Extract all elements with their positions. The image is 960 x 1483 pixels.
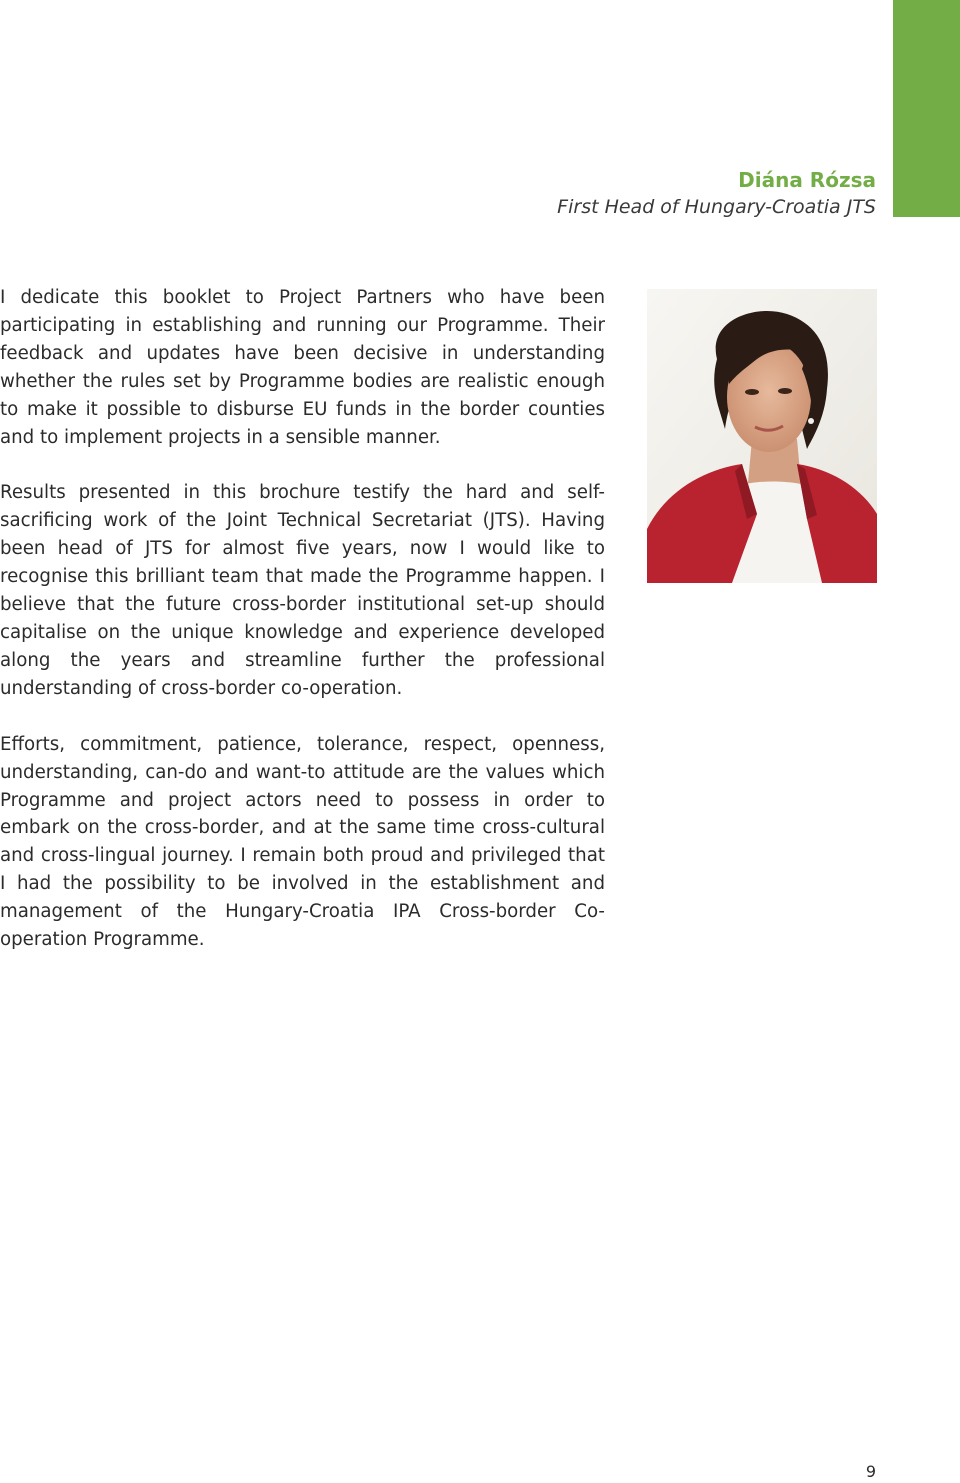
green-accent-bar [893, 0, 960, 217]
author-role: First Head of Hungary-Croatia JTS [557, 196, 876, 218]
letter-body [0, 284, 605, 982]
paragraph: I dedicate this booklet to Project Partners who have been participating in establishing and running our Programme. Their feedback and updates have been decisive in understanding whether the rules set by Programme bodies are realistic enough to make it possible to disburse EU funds in the border counties and to implement projects in a sensible manner. [0, 287, 605, 448]
page-number: 9 [865, 1462, 876, 1481]
author-name: Diána Rózsa [738, 168, 876, 192]
paragraph: Results presented in this brochure testify the hard and self-sacrificing work of the Joint Technical Secretariat (JTS). Having been head of JTS for almost five years, now I would like to recognise this brilliant team that made the Programme happen. I believe that the future cross-border institutional set-up should capitalise on the unique knowledge and experience developed along the years and streamline further the professional understanding of cross-border co-operation. [0, 482, 605, 699]
paragraph: Efforts, commitment, patience, tolerance, respect, openness, understanding, can-do and want-to attitude are the values which Programme and project actors need to possess in order to embark on the cross-border, and at the same time cross-cultural and cross-lingual journey. I remain both proud and privileged that I had the possibility to be involved in the establishment and management of the Hungary-Croatia IPA Cross-border Co-operation Programme. [0, 733, 605, 951]
author-portrait-photo [647, 289, 877, 583]
